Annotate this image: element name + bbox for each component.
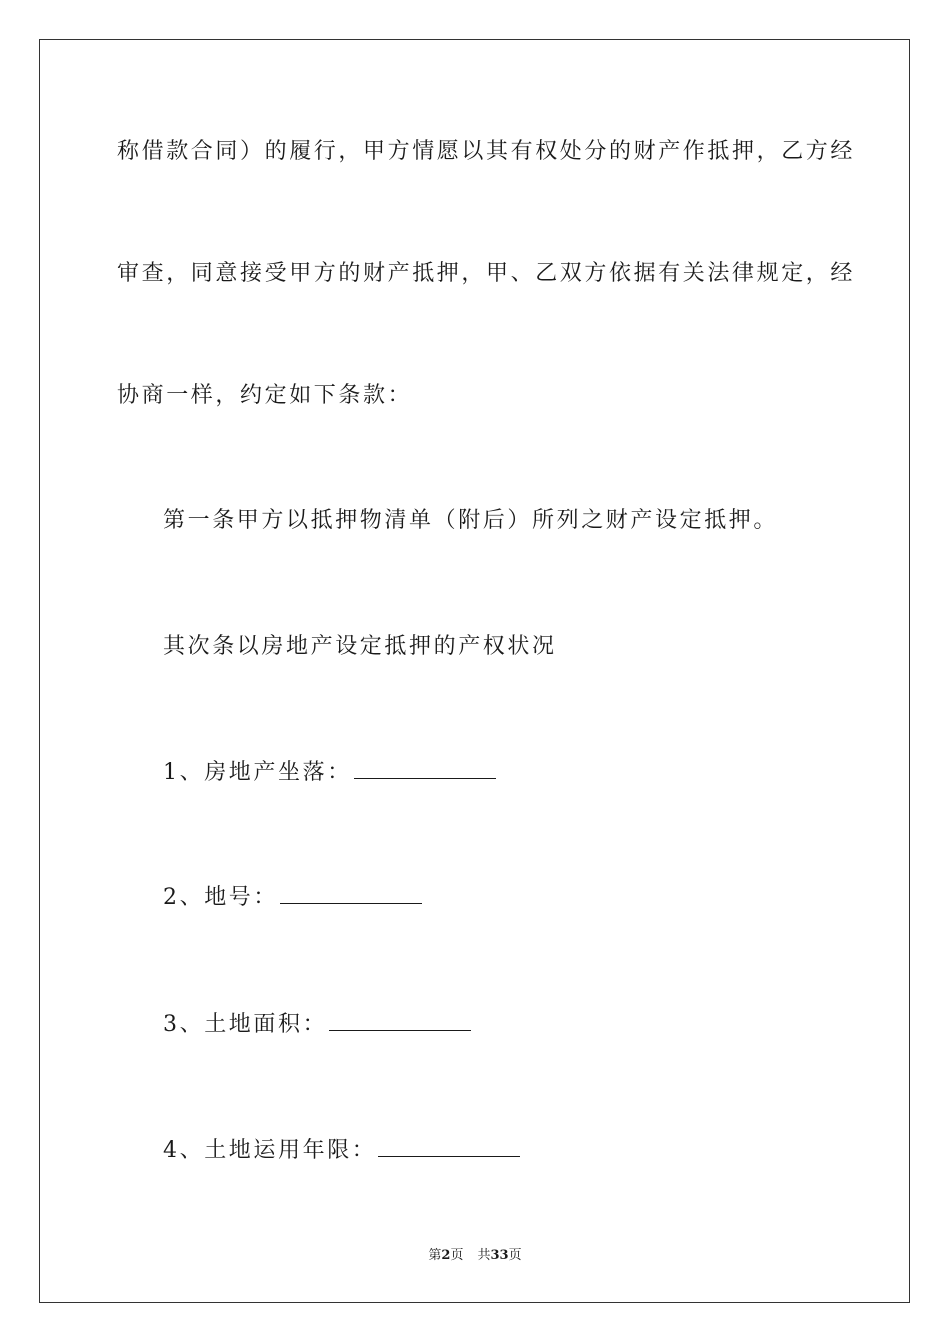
field-label: 3、土地面积：: [163, 1012, 328, 1037]
fill-in-blank[interactable]: [329, 1010, 471, 1031]
current-page-number: 2: [441, 1248, 451, 1263]
fill-in-blank[interactable]: [378, 1136, 520, 1157]
clause-one: 第一条甲方以抵押物清单（附后）所列之财产设定抵押。: [163, 508, 779, 533]
paragraph-line-3: 协商一样，约定如下条款：: [117, 383, 413, 408]
fill-in-blank[interactable]: [354, 758, 496, 779]
total-prefix: 共: [477, 1248, 491, 1263]
total-suffix: 页: [508, 1248, 522, 1263]
fill-in-blank[interactable]: [280, 883, 422, 904]
paragraph-line-2: 审查，同意接受甲方的财产抵押，甲、乙双方依据有关法律规定，经: [117, 261, 856, 286]
field-label: 2、地号：: [163, 885, 278, 910]
field-label: 1、房地产坐落：: [163, 760, 352, 785]
total-pages-number: 33: [490, 1248, 509, 1263]
field-lot-number: [163, 883, 422, 912]
field-land-area: [163, 1010, 471, 1039]
field-label: 4、土地运用年限：: [163, 1138, 377, 1163]
clause-two: 其次条以房地产设定抵押的产权状况: [163, 634, 557, 659]
page-suffix: 页: [450, 1248, 464, 1263]
page-footer: [0, 1247, 950, 1265]
field-land-use-term: [163, 1136, 520, 1165]
paragraph-line-1: 称借款合同）的履行，甲方情愿以其有权处分的财产作抵押，乙方经: [117, 139, 856, 164]
page-prefix: 第: [428, 1248, 442, 1263]
page-frame: [39, 39, 910, 1303]
field-property-location: [163, 758, 496, 787]
